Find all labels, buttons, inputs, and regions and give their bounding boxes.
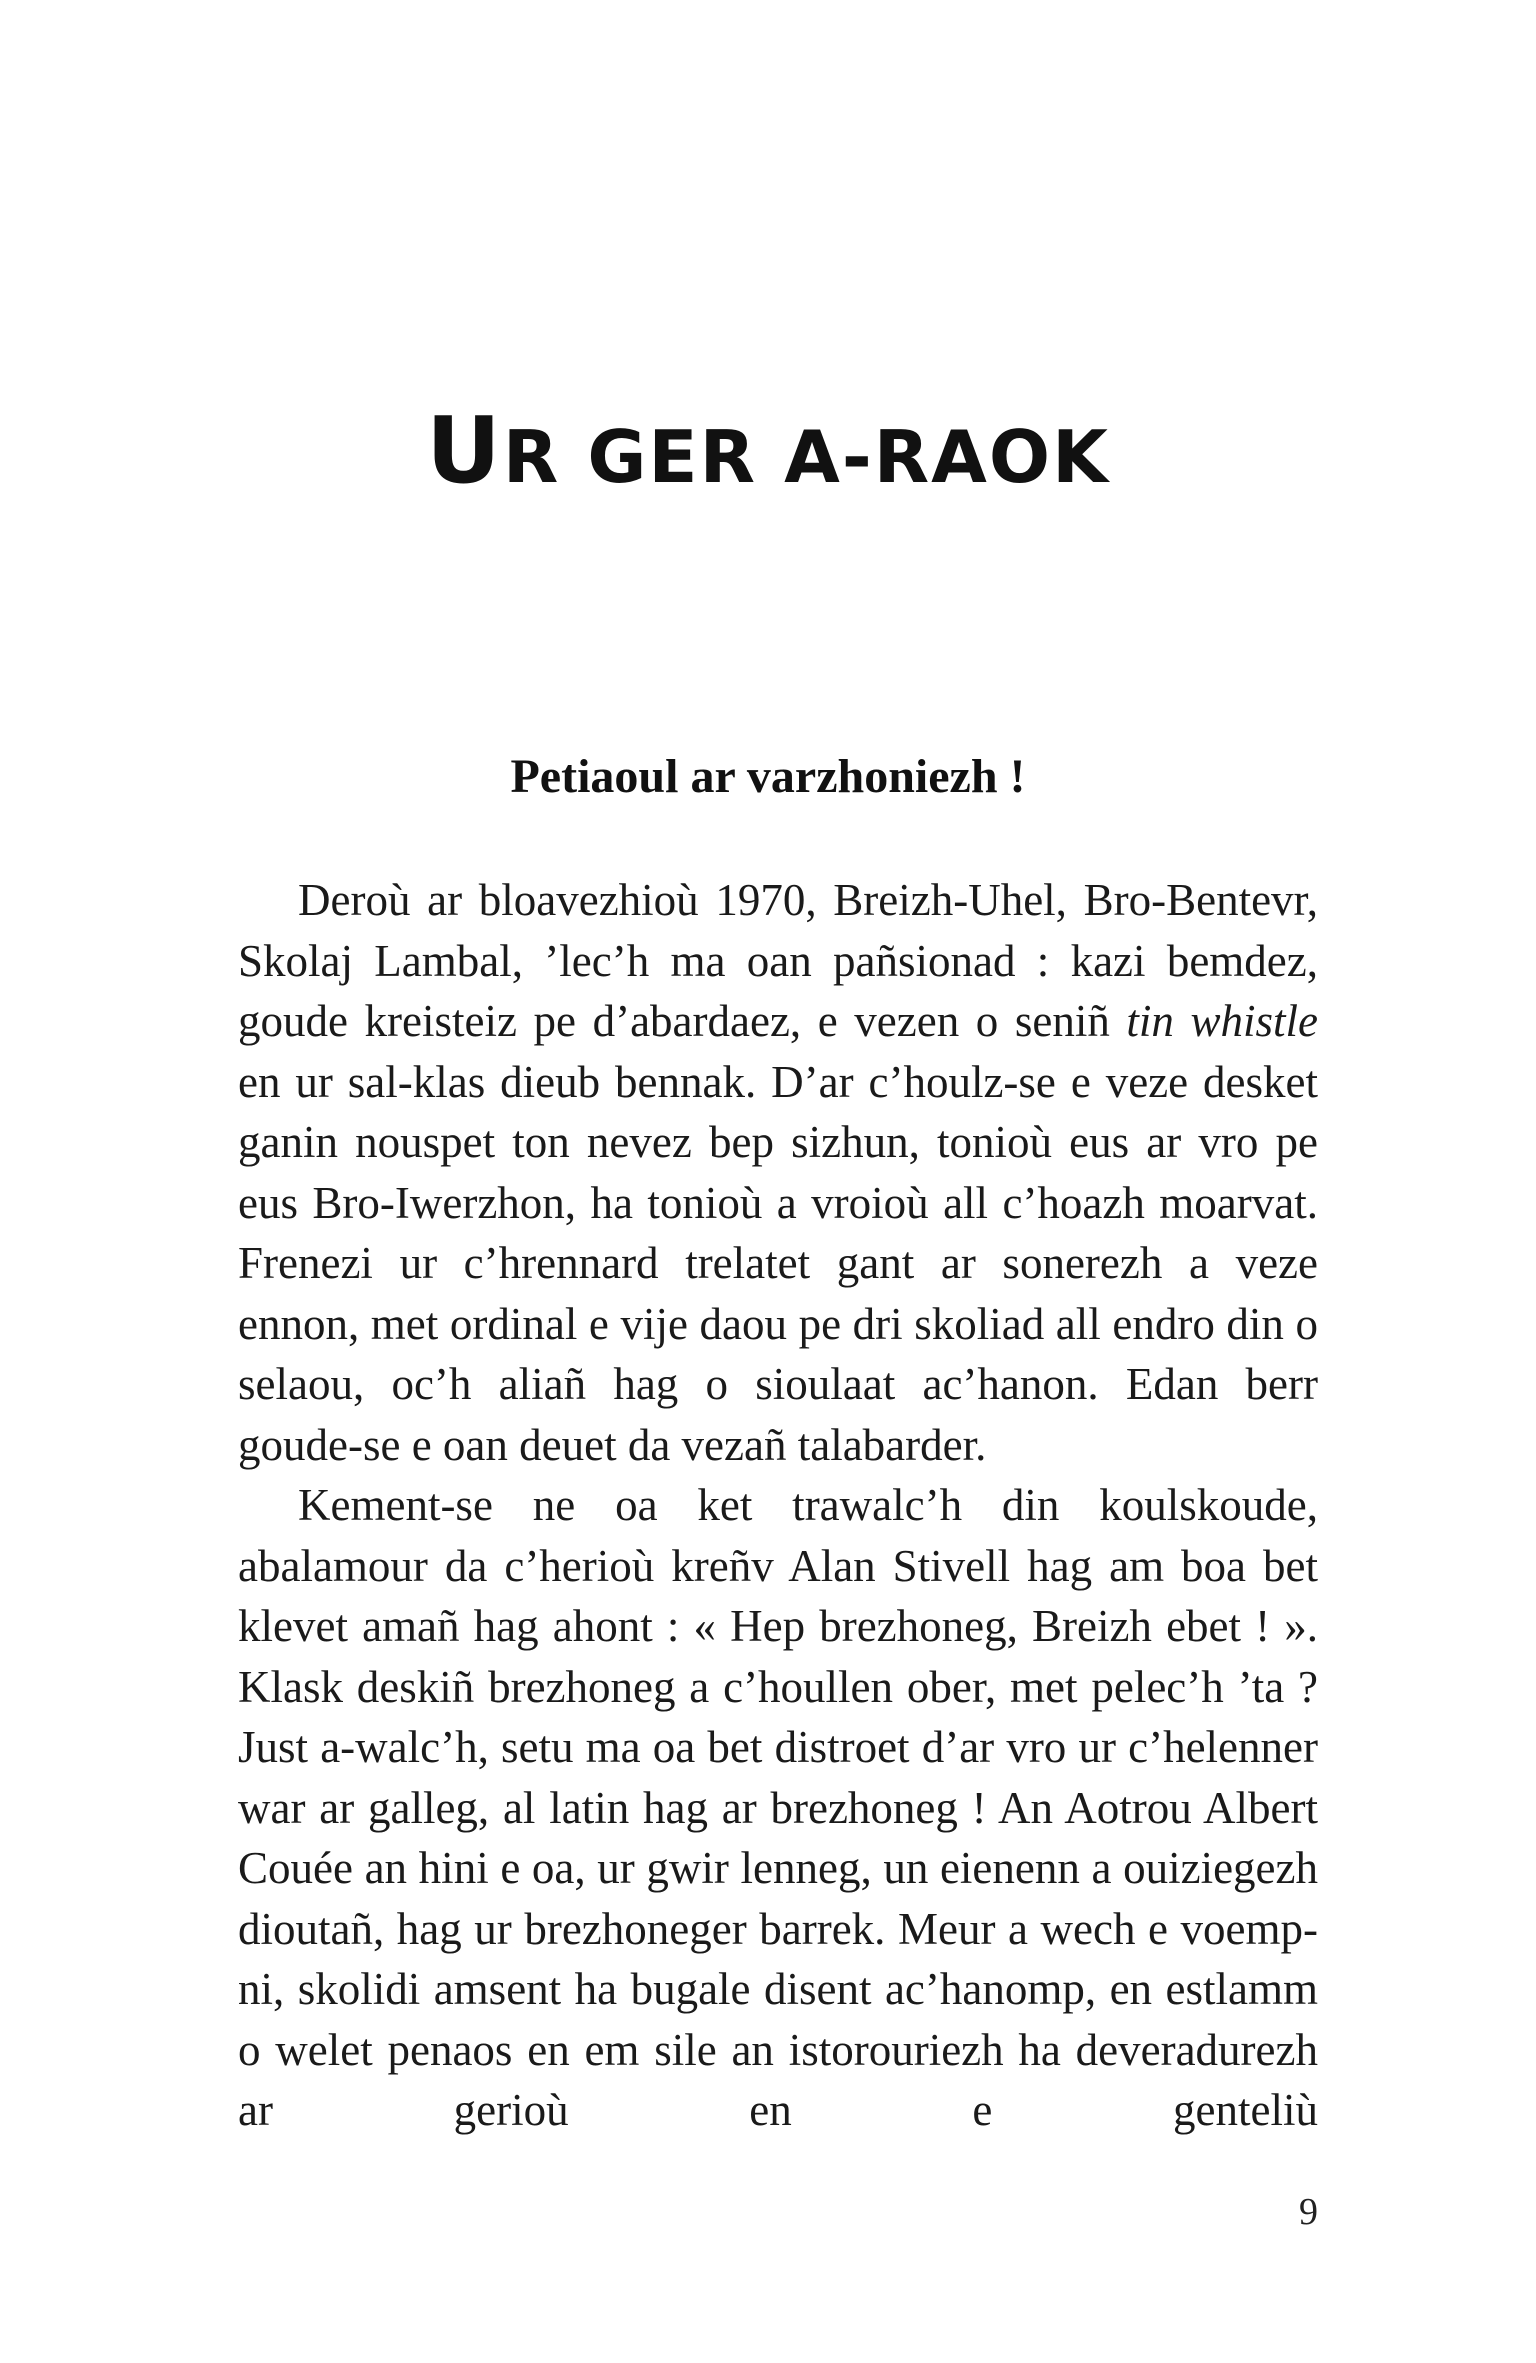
body-text bbox=[238, 870, 1318, 2141]
section-heading: Petiaoul ar varzhoniezh ! bbox=[510, 750, 1026, 803]
paragraph-2: Kement-se ne oa ket trawalc’h din koulskoude, abalamour da c’herioù kreñv Alan Stivell hag am boa bet klevet amañ hag ahont : « Hep brezhoneg, Breizh ebet ! ». Klask deskiñ brezhoneg a c’houllen ober, met pelec’h ’ta ? Just a-walc’h, setu ma oa bet distroet d’ar vro ur c’helenner war ar galleg, al latin hag ar brezhoneg ! An Aotrou Albert Couée an hini e oa, ur gwir lenneg, un eienenn a ouiziegezh dioutañ, hag ur brezhoneger barrek. Meur a wech e voemp-ni, skolidi amsent ha bugale disent ac’hanomp, en estlamm o welet penaos en em sile an istorouriezh ha deveradurezh ar gerioù en e genteliù bbox=[238, 1480, 1318, 2135]
paragraph-1-italic: tin whistle bbox=[1126, 996, 1319, 1046]
chapter-title-initial: U bbox=[426, 397, 503, 504]
chapter-title-rest: R GER A-RAOK bbox=[502, 415, 1110, 499]
paragraph-1-start: Deroù ar bloavezhioù 1970, Breizh-Uhel, Bro-Bentevr, Skolaj Lambal, ’lec’h ma oan pañsionad : kazi bemdez, goude kreisteiz pe d’abardaez, e vezen o seniñ bbox=[238, 875, 1318, 1046]
chapter-title bbox=[0, 397, 1536, 504]
page-number: 9 bbox=[1299, 2191, 1318, 2233]
paragraph-1 bbox=[238, 870, 1318, 1475]
paragraph-1-end: en ur sal-klas dieub bennak. D’ar c’houlz-se e veze desket ganin nouspet ton nevez bep sizhun, tonioù eus ar vro pe eus Bro-Iwerzhon, ha tonioù a vroioù all c’hoazh moarvat. Frenezi ur c’hrennard trelatet gant ar sonerezh a veze ennon, met ordinal e vije daou pe dri skoliad all endro din o selaou, oc’h aliañ hag o sioulaat ac’hanon. Edan berr goude-se e oan deuet da vezañ talabarder. bbox=[238, 1056, 1318, 1470]
